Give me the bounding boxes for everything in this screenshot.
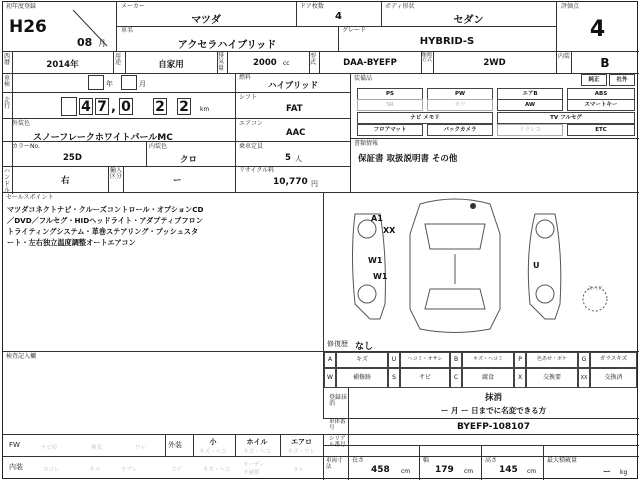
fw-item: ナビ位	[41, 445, 58, 451]
interior-color-label: 内装色	[149, 143, 168, 150]
mark-w1-rear: W1	[373, 272, 388, 281]
defect-code: X	[514, 368, 526, 388]
interior-value: B	[600, 56, 610, 70]
mileage-digit: 7	[95, 98, 109, 115]
recycle-value: 10,770	[273, 177, 308, 187]
spare-note: スペア	[588, 286, 604, 292]
docs-value: 保証書 取扱説明書 その他	[358, 154, 458, 164]
equip-etc: ETC	[567, 124, 635, 136]
wheel-label: ホイル	[246, 438, 268, 446]
width-label: 幅	[423, 457, 430, 464]
modification-value: なし	[355, 342, 374, 352]
usage-label: 用途	[115, 53, 122, 67]
mileage-unit: km	[200, 106, 210, 113]
model-value: DAA-BYEFP	[343, 58, 397, 68]
defect-code: P	[514, 352, 526, 368]
defect-text: 色あせ・ボケ	[526, 352, 578, 368]
interior-item: タバ	[89, 467, 100, 473]
equip-aw: AW	[497, 99, 563, 111]
small-sub: キズ・ヘコ	[199, 449, 227, 455]
handle-label: ハンドル	[4, 168, 11, 194]
auction-sheet	[2, 1, 638, 479]
maker-value: マツダ	[191, 15, 221, 26]
grade-label: グレード	[342, 27, 367, 34]
car-name-label: 車名	[121, 27, 134, 34]
mark-xx: XX	[383, 226, 396, 235]
shift-label: シフト	[239, 94, 258, 101]
small-label: 小	[209, 438, 217, 446]
defect-text: 補修跡	[336, 368, 388, 388]
equip-abs: ABS	[567, 88, 635, 100]
defect-text: サビ	[400, 368, 450, 388]
height-unit: cm	[527, 468, 537, 475]
defect-code: C	[450, 368, 462, 388]
mileage-separator: ,	[111, 100, 116, 115]
mileage-digit: 2	[153, 98, 167, 115]
aero-label: エアロ	[291, 438, 312, 446]
equip-drareco: ドラレコ	[497, 124, 563, 136]
defect-text: 交換要	[526, 368, 578, 388]
equip-airbag: エアB	[497, 88, 563, 100]
sales-line: マツダコネクトナビ・クルーズコントロール・オプションCD	[7, 205, 204, 214]
color-no-label: カラーNo.	[12, 143, 40, 150]
inspection-year-unit: 年	[106, 80, 113, 88]
width-unit: cm	[464, 468, 474, 475]
fw-item: ワレ	[135, 445, 147, 451]
mark-a1: A1	[371, 214, 383, 223]
height-label: 高さ	[485, 457, 498, 464]
length-unit: cm	[401, 468, 411, 475]
fw-item: 換気	[91, 445, 103, 451]
interior-row-label: 内装	[9, 463, 23, 471]
interior-item: キズ・ヘコ	[203, 467, 231, 473]
defect-text: キズ・ヘコミ	[462, 352, 514, 368]
sales-line: トライティングシステム・革巻ステアリング・プッシュスタ	[7, 227, 199, 236]
mark-u: U	[533, 261, 540, 270]
inspection-month-box	[121, 75, 137, 90]
registration-label: 登録抹消	[329, 394, 348, 408]
shift-value: FAT	[286, 104, 303, 114]
year-value: 2014年	[46, 60, 79, 70]
defect-code: B	[450, 352, 462, 368]
registration-note: ー 月 ー 日までに名変できる方	[440, 406, 547, 415]
inspection-year-box	[88, 75, 104, 90]
defect-text: 腐食	[462, 368, 514, 388]
import-value: ー	[173, 176, 182, 186]
displacement-value: 2000	[253, 58, 277, 68]
body-value: セダン	[453, 15, 484, 26]
drive-value: 2WD	[483, 58, 506, 68]
chassis-value: BYEFP-108107	[457, 422, 530, 432]
equip-smartkey: スマートキー	[567, 99, 635, 111]
height-value: 145	[499, 465, 518, 475]
defect-code: G	[578, 352, 590, 368]
handle-value: 右	[61, 176, 70, 186]
maker-label: メーカー	[121, 3, 145, 10]
registration-status: 抹消	[484, 393, 502, 403]
interior-item: オーディオ破損	[243, 462, 265, 476]
doors-value: 4	[335, 11, 342, 22]
equip-leather: カワ	[427, 99, 493, 111]
recycle-unit: 円	[311, 180, 318, 188]
capacity-value: 5	[285, 153, 291, 163]
inspector-label: 検査記入欄	[6, 353, 37, 360]
capacity-unit: 人	[295, 155, 302, 163]
interior-item: コゲ	[171, 467, 183, 473]
defect-code: A	[324, 352, 336, 368]
year-label: 西暦	[4, 53, 11, 67]
equip-backcamera: バックカメラ	[427, 124, 493, 136]
mileage-label: 走行	[4, 97, 11, 111]
equip-floormat: フロアマット	[357, 124, 423, 136]
sales-line: ／DVD／フルセグ・HIDヘッドライト・アダプティブフロン	[7, 216, 203, 225]
wheel-sub: キズ・ヘコ	[243, 449, 271, 455]
color-no-value: 25D	[63, 153, 82, 163]
equip-navi: ナビ メモリ	[357, 112, 493, 124]
interior-color-value: クロ	[180, 155, 198, 165]
displacement-label: 排気量	[218, 52, 225, 72]
body-label: ボディ形状	[385, 3, 415, 10]
fw-label: FW	[9, 441, 20, 449]
first-reg-month: 08	[77, 36, 93, 49]
defect-code: U	[388, 352, 400, 368]
exterior-color-value: スノーフレークホワイトパールMC	[33, 133, 173, 143]
mileage-digit: 2	[177, 98, 191, 115]
load-unit: kg	[620, 469, 628, 476]
length-value: 458	[371, 465, 390, 475]
load-value: ー	[603, 467, 611, 476]
fuel-label: 燃料	[239, 74, 252, 81]
mileage-digit: 4	[79, 98, 93, 115]
length-label: 長さ	[352, 457, 365, 464]
genuine-tag: 純正	[581, 74, 607, 86]
car-name-value: アクセラハイブリッド	[177, 40, 277, 51]
defect-text: キズ	[336, 352, 388, 368]
usage-value: 自家用	[158, 60, 184, 70]
equipment-label: 装備品	[354, 75, 373, 82]
drive-label: 駆動方式	[422, 52, 433, 64]
score-value: 4	[589, 17, 606, 42]
sales-points-label: セールスポイント	[6, 194, 54, 201]
exterior-color-label: 外装色	[12, 120, 31, 127]
equip-tv: TV フルセグ	[497, 112, 635, 124]
width-value: 179	[435, 465, 454, 475]
equip-pw: PW	[427, 88, 493, 100]
first-reg-month-unit: 月	[98, 39, 106, 48]
exterior-label: 外装	[168, 441, 182, 449]
inspection-label: 車検	[4, 75, 11, 89]
mark-w1-front: W1	[368, 256, 383, 265]
aero-sub: キズ・ワレ	[287, 449, 316, 455]
chassis-label: 車体番号	[329, 419, 346, 431]
recycle-label: リサイクル料	[239, 167, 275, 174]
equip-sunroof: SR	[357, 99, 423, 111]
dims-label: 車両寸法	[326, 458, 343, 470]
serial-label: シリアル番号	[329, 436, 346, 448]
aftermarket-tag: 社外	[609, 74, 635, 86]
defect-text: 交換済	[590, 368, 637, 388]
score-label: 評価点	[561, 3, 580, 10]
fuel-value: ハイブリッド	[268, 81, 319, 91]
sales-line: ート・左右独立温度調整オートエアコン	[7, 238, 136, 247]
interior-item: ヨゴレ	[43, 467, 60, 473]
docs-label: 書類情報	[354, 140, 379, 147]
interior-item: ヌレ	[293, 467, 305, 473]
defect-text: ガラスキズ	[590, 352, 637, 368]
mileage-digit: 0	[119, 98, 133, 115]
first-reg-label: 初年度登録	[6, 3, 37, 10]
displacement-unit: cc	[283, 60, 290, 67]
era-year: H26	[9, 17, 47, 37]
capacity-label: 乗車定員	[239, 143, 264, 150]
ac-value: AAC	[286, 128, 306, 138]
defect-code: W	[324, 368, 336, 388]
load-label: 最大積載量	[547, 457, 578, 464]
defect-code: S	[388, 368, 400, 388]
model-label: 型式	[310, 53, 317, 67]
ac-label: エアコン	[239, 120, 263, 127]
inspection-month-unit: 月	[139, 80, 146, 88]
defect-code: XX	[578, 368, 590, 388]
interior-label: 内装	[558, 53, 571, 60]
grade-value: HYBRID-S	[419, 36, 475, 47]
defect-text: ヘコミ・オサレ	[400, 352, 450, 368]
equip-ps: PS	[357, 88, 423, 100]
interior-item: ヤブレ	[121, 467, 138, 473]
mileage-blank-box	[61, 97, 77, 116]
modification-label: 修復歴	[327, 340, 348, 348]
import-label: 輸入区分	[110, 167, 123, 181]
doors-label: ドア枚数	[300, 3, 324, 10]
